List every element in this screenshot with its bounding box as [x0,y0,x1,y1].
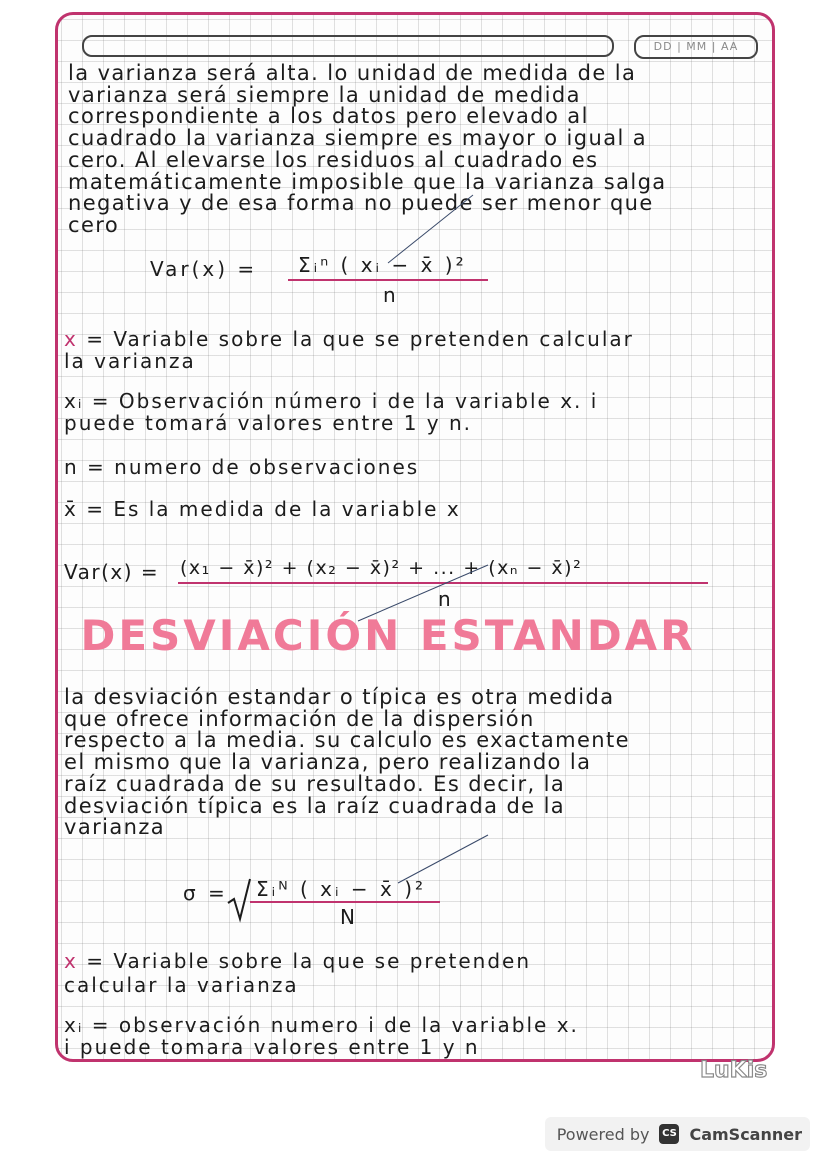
definition-text: = Variable sobre la que se pretenden calcular [86,327,634,351]
definition-text: = Es la medida de la variable x [86,497,461,521]
definition2-xi-cont: i puede tomara valores entre 1 y n [64,1035,480,1059]
text-line: varianza [64,815,166,840]
formula-var-numerator: Σᵢⁿ ( xᵢ − x̄ )² [298,253,467,277]
text-line: la varianza será alta. lo unidad de medida de la [68,61,637,85]
definition2-x-cont: calcular la varianza [64,973,299,997]
definition-symbol: xᵢ [64,389,84,413]
text-line: raíz cuadrada de su resultado. Es decir, la [64,771,566,796]
text-line: que ofrece información de la dispersión [64,706,535,731]
section-title: DESVIACIÓN ESTANDAR [80,611,696,660]
scanner-watermark [545,1117,810,1151]
text-line: cuadrado la varianza siempre es mayor o igual a [68,126,648,151]
definition-symbol: x [64,327,78,351]
text-line: negativa y de esa forma no puede ser menor que [68,191,654,216]
formula-sigma-denominator: N [340,905,358,929]
text-line: el mismo que la varianza, pero realizando la [64,750,592,775]
text-line: respecto a la media. su calculo es exactamente [64,728,630,753]
text-line: cero. Al elevarse los residuos al cuadrado es [68,147,599,172]
definition-symbol: x̄ [64,497,78,521]
date-box: DD | MM | AA [634,35,758,59]
definition-symbol: n [64,455,79,479]
pen-strokes [58,15,775,1062]
definition-text: = Observación número i de la variable x. i [91,389,599,413]
formula-expanded-denominator: n [438,587,454,611]
definition-symbol: x [64,949,78,973]
formula-var-denominator: n [383,283,399,307]
camscanner-logo-icon: CS [659,1124,679,1144]
definition-text: = Variable sobre la que se pretenden [86,949,532,973]
text-line: matemáticamente imposible que la varianza salga [68,169,667,194]
definition-xi-cont: puede tomará valores entre 1 y n. [64,411,473,435]
text-line: varianza será siempre la unidad de medida [68,82,581,107]
formula-expanded-numerator: (x₁ − x̄)² + (x₂ − x̄)² + ... + (xₙ − x̄)² [180,557,583,579]
definition-text: = observación numero i de la variable x. [91,1013,579,1037]
formula-expanded-lhs: Var(x) = [64,560,160,584]
definition-text: = numero de observaciones [87,455,420,479]
notebook-page [55,12,775,1062]
text-line: correspondiente a los datos pero elevado al [68,104,589,129]
definition-symbol: xᵢ [64,1013,84,1037]
text-line: desviación típica es la raíz cuadrada de la [64,793,566,818]
text-line: la desviación estandar o típica es otra medida [64,685,615,709]
formula-sigma-numerator: Σᵢᴺ ( xᵢ − x̄ )² [256,877,427,901]
formula-sigma-lhs: σ = [183,881,228,905]
formula-var-lhs: Var(x) = [150,257,258,281]
camscanner-brand: CamScanner [689,1124,802,1144]
signature: LuKis [700,1058,768,1083]
powered-by-label: Powered by [556,1124,650,1144]
definition-x-cont: la varianza [64,349,196,373]
text-line: cero [68,212,120,237]
